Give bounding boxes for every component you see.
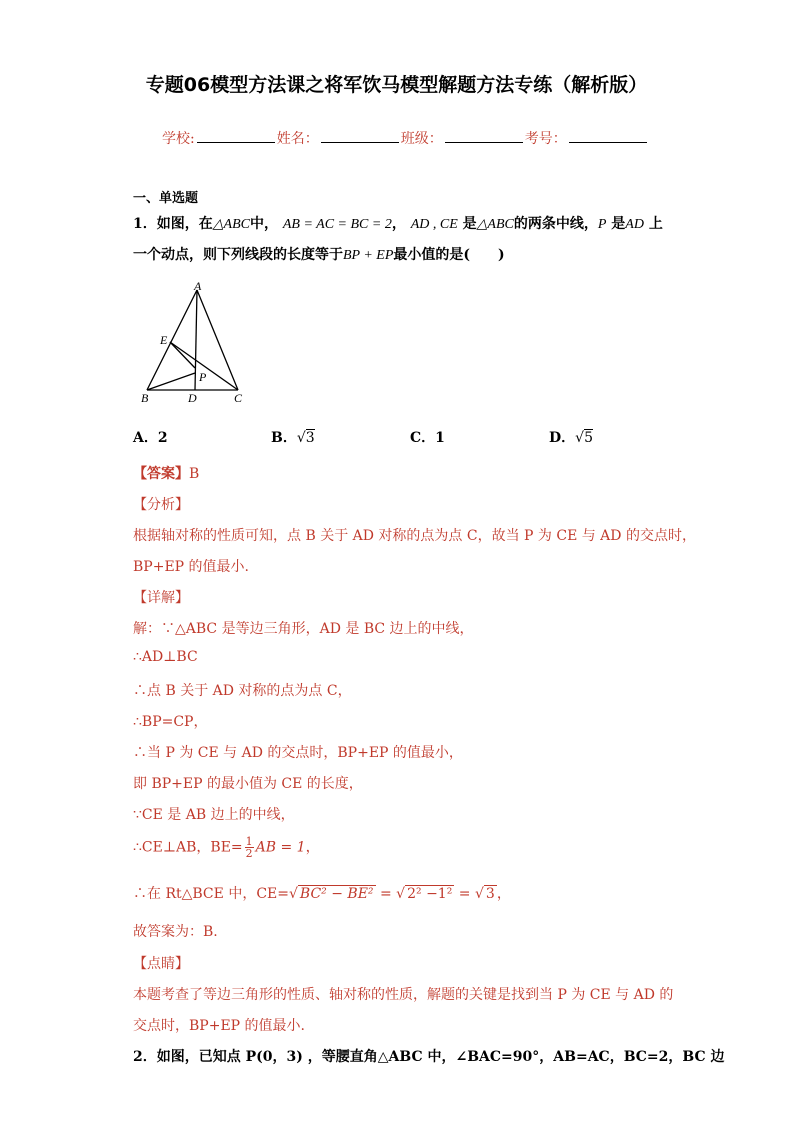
option-b-label: B． [271,430,297,446]
school-blank [197,128,275,143]
option-c [410,427,445,447]
sqrt-numeric: 2² −1² [407,886,453,902]
label-p: P [199,370,207,384]
q1-text-line2: 一个动点，则下列线段的长度等于 [133,247,343,263]
equals-sign: = [379,886,392,902]
q1-point-p: P [597,217,607,232]
q1-condition: AB = AC = BC = 2 [282,217,392,232]
q1-comma: ， [391,216,406,232]
be-comma: ， [305,839,320,856]
detail-conclusion: 故答案为：B. [133,924,218,940]
name-label: 姓名： [276,131,319,147]
q1-medians: AD , CE [410,217,458,232]
q1-text-c: 是 [462,216,477,232]
comment-line-2: 交点时，BP+EP 的值最小. [133,1018,305,1034]
equals-sign: = [458,886,471,902]
detail-line-be [133,836,320,859]
detail-line: ∴点 B 关于 AD 对称的点为点 C， [133,683,352,699]
name-blank [321,128,399,143]
q1-text-d: 的两条中线， [513,216,598,232]
label-a: A [194,280,202,293]
question-number: 1． [133,216,157,232]
sqrt-symbol: √ [296,430,306,446]
fraction-one-half [245,836,254,859]
label-b: B [141,391,149,405]
q1-segment-ad: AD [625,217,644,232]
label-d: D [188,391,197,405]
q1-text-a: 如图，在 [156,216,213,232]
fraction-numerator: 1 [245,835,253,848]
answer-line [133,463,199,483]
q1-text-line2-end: 最小值的是( ) [393,247,505,263]
question-1-line-1 [133,213,663,233]
q1-text-b: 中， [249,216,278,232]
q1-text-e: 是 [611,216,626,232]
be-expression: AB = 1 [255,839,306,856]
option-d [549,427,593,447]
comment-tag: 【点睛】 [133,956,189,972]
sqrt-three: 3 [485,886,495,902]
section-heading: 一、单选题 [133,191,199,206]
analysis-tag: 【分析】 [133,497,189,513]
detail-line: 解：∵△ABC 是等边三角形，AD 是 BC 边上的中线， [133,621,474,637]
class-blank [445,128,523,143]
q1-triangle-2: △ABC [476,217,514,232]
option-a-label: A． [133,430,158,446]
detail-line: ∴AD⊥BC [133,649,198,665]
ce-comma: ， [496,886,511,902]
q1-expression: BP + EP [343,248,394,263]
detail-tag: 【详解】 [133,590,189,606]
label-e: E [160,333,168,347]
exam-no-blank [569,128,647,143]
comment-line-1: 本题考查了等边三角形的性质、轴对称的性质，解题的关键是找到当 P 为 CE 与 AD 的 [133,987,674,1003]
fraction-denominator: 2 [245,847,253,860]
option-a [133,427,168,447]
sqrt-symbol: √ [396,886,406,902]
ce-text: ∴在 Rt△BCE 中，CE= [133,886,289,902]
answer-tag: 【答案】 [133,466,189,482]
analysis-line-1: 根据轴对称的性质可知，点 B 关于 AD 对称的点为点 C，故当 P 为 CE 与 AD 的交点时， [133,528,696,544]
exam-no-label: 考号： [524,131,567,147]
answer-value: B [189,466,200,482]
option-c-value: 1 [435,430,445,446]
analysis-line-2: BP+EP 的值最小. [133,559,249,575]
option-b-value: 3 [305,430,315,446]
option-a-value: 2 [157,430,168,446]
detail-line-ce [133,883,511,903]
detail-line: 即 BP+EP 的最小值为 CE 的长度， [133,776,363,792]
sqrt-symbol: √ [288,886,298,902]
sqrt-bc-be: BC² − BE² [299,886,374,902]
detail-line: ∴当 P 为 CE 与 AD 的交点时，BP+EP 的值最小， [133,745,463,761]
detail-line: ∴BP=CP， [133,714,208,730]
sqrt-symbol: √ [474,886,484,902]
triangle-figure [138,280,248,405]
question-1-line-2 [133,244,505,264]
segment-ep [170,342,195,368]
q1-triangle: △ABC [212,217,250,232]
q1-text-f: 上 [648,216,663,232]
sqrt-symbol: √ [575,430,585,446]
option-d-label: D． [549,430,576,446]
student-info-line [162,128,649,148]
option-b [271,427,315,447]
page-title: 专题06模型方法课之将军饮马模型解题方法专练（解析版） [145,74,648,96]
class-label: 班级： [400,131,443,147]
option-c-label: C． [410,430,436,446]
median-ad [195,290,197,390]
be-text: ∴CE⊥AB，BE= [133,839,243,856]
option-d-value: 5 [584,430,593,446]
school-label: 学校: [162,131,195,147]
question-2-line-1: 2．如图，已知点 P(0，3) ，等腰直角△ABC 中，∠BAC=90°，AB=AC，BC=2，BC 边 [133,1049,725,1065]
detail-line: ∵CE 是 AB 边上的中线， [133,807,295,823]
label-c: C [234,391,243,405]
